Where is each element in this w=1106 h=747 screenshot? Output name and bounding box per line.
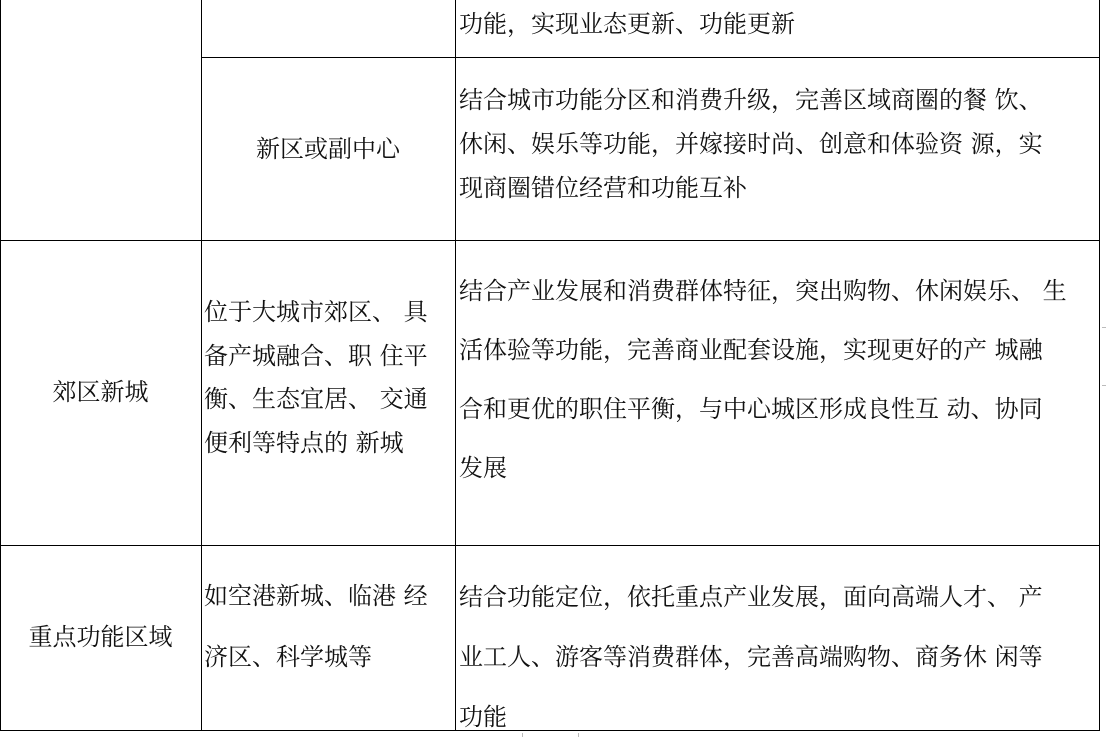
direction-line: 休闲、娱乐等功能，并嫁接时尚、创意和体验资 源，实: [459, 130, 1043, 158]
direction-line: 合和更优的职住平衡，与中心城区形成良性互 动、协同: [459, 395, 1043, 423]
feature-line: 衡、生态宜居、 交通: [204, 385, 428, 413]
region-label: 郊区新城: [52, 378, 149, 406]
direction-line: 活体验等功能，完善商业配套设施，实现更好的产 城融: [459, 336, 1043, 364]
direction-line: 发展: [459, 454, 507, 482]
row-divider: [0, 240, 1100, 241]
feature-line: 备产城融合、职 住平: [204, 341, 428, 370]
feature-line: 如空港新城、临港 经: [204, 582, 428, 610]
direction-line: 结合产业发展和消费群体特征，突出购物、休闲娱乐、 生: [459, 277, 1067, 305]
feature-cell: [204, 291, 428, 465]
feature-cell: [201, 129, 455, 169]
direction-line: 结合功能定位，依托重点产业发展，面向高端人才、 产: [459, 583, 1043, 611]
direction-cell: [459, 262, 1067, 498]
scroll-marker: [1102, 327, 1106, 328]
direction-line: 功能: [459, 703, 507, 731]
feature-line: 便利等特点的 新城: [204, 428, 404, 457]
column-divider: [455, 0, 456, 731]
direction-line: 现商圈错位经营和功能互补: [459, 174, 747, 202]
region-label: 重点功能区域: [28, 623, 173, 651]
feature-line: 济区、科学城等: [204, 643, 372, 671]
feature-line: 新区或副中心: [256, 135, 400, 163]
region-cell: [0, 372, 201, 412]
row-divider: [201, 57, 1100, 58]
direction-cell: [459, 567, 1043, 747]
row-divider: [0, 545, 1100, 546]
scroll-marker: [1102, 385, 1106, 386]
column-divider: [201, 0, 202, 731]
feature-line: 位于大城市郊区、 具: [204, 298, 428, 326]
region-cell: [0, 617, 201, 657]
page-edge-marker: [522, 733, 523, 737]
direction-cell: [459, 78, 1043, 210]
feature-cell: [204, 566, 428, 688]
direction-line: 业工人、游客等消费群体，完善高端购物、商务休 闲等: [459, 643, 1043, 671]
direction-line: 功能，实现业态更新、功能更新: [459, 10, 795, 38]
page-edge-marker: [578, 733, 579, 737]
direction-line: 结合城市功能分区和消费升级，完善区域商圈的餐 饮、: [459, 86, 1043, 114]
direction-cell: [459, 4, 795, 44]
table-right-border: [1099, 0, 1100, 731]
